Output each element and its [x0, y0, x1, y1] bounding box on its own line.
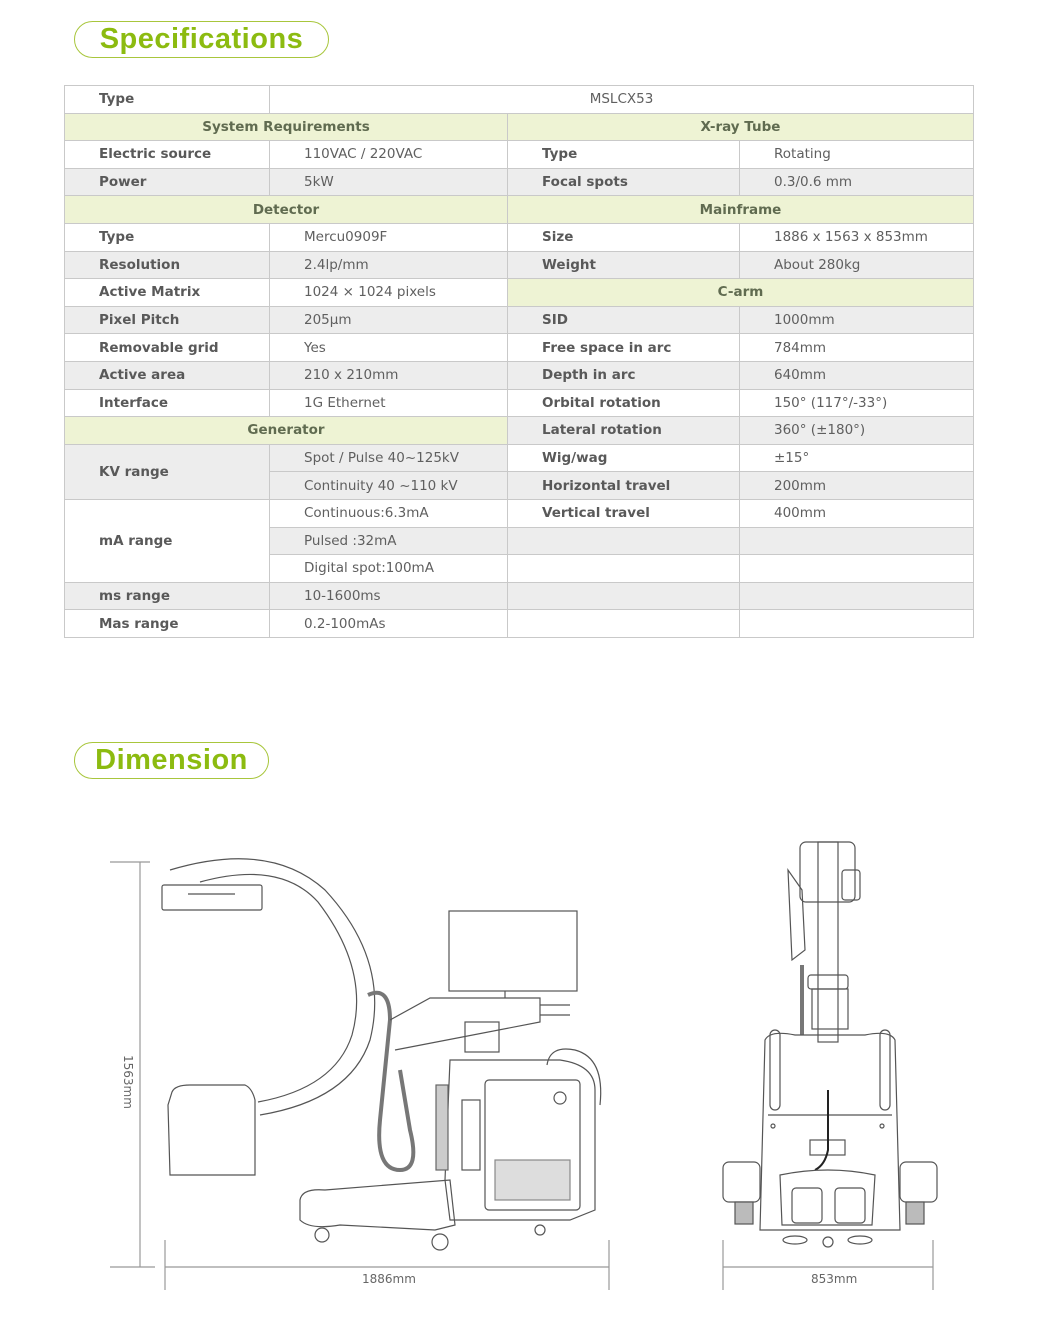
spec-label: Resolution: [65, 251, 270, 279]
table-row: [65, 141, 974, 169]
empty-cell: [508, 527, 740, 555]
empty-cell: [508, 555, 740, 583]
spec-value: 5kW: [270, 168, 508, 196]
table-row: [65, 113, 974, 141]
type-value: MSLCX53: [270, 86, 974, 114]
table-row: [65, 279, 974, 307]
spec-label: Pixel Pitch: [65, 306, 270, 334]
section-header-mainframe: Mainframe: [508, 196, 974, 224]
specifications-table: [64, 85, 974, 638]
spec-value: Yes: [270, 334, 508, 362]
spec-value: 1886 x 1563 x 853mm: [740, 223, 974, 251]
spec-value: 150° (117°/-33°): [740, 389, 974, 417]
table-row: [65, 610, 974, 638]
c-arm-front-view-drawing: [700, 830, 960, 1300]
spec-value: Spot / Pulse 40~125kV: [270, 444, 508, 472]
empty-cell: [740, 555, 974, 583]
spec-label: Depth in arc: [508, 361, 740, 389]
table-row: [65, 499, 974, 527]
spec-label: Focal spots: [508, 168, 740, 196]
spec-label: Vertical travel: [508, 499, 740, 527]
spec-label: Type: [65, 223, 270, 251]
spec-label: Wig/wag: [508, 444, 740, 472]
spec-value: 1000mm: [740, 306, 974, 334]
spec-value: 400mm: [740, 499, 974, 527]
length-dimension-label: 1886mm: [362, 1272, 416, 1286]
empty-cell: [740, 527, 974, 555]
spec-label: Power: [65, 168, 270, 196]
spec-value: 0.2-100mAs: [270, 610, 508, 638]
spec-value: About 280kg: [740, 251, 974, 279]
spec-value: Rotating: [740, 141, 974, 169]
section-header-detector: Detector: [65, 196, 508, 224]
spec-label: Free space in arc: [508, 334, 740, 362]
spec-value: 2.4lp/mm: [270, 251, 508, 279]
spec-value: 640mm: [740, 361, 974, 389]
spec-label-kv-range: KV range: [65, 444, 270, 499]
width-dimension-label: 853mm: [811, 1272, 858, 1286]
spec-value: Mercu0909F: [270, 223, 508, 251]
spec-value: Continuous:6.3mA: [270, 499, 508, 527]
spec-value: 1024 × 1024 pixels: [270, 279, 508, 307]
spec-value: 205μm: [270, 306, 508, 334]
spec-value: 784mm: [740, 334, 974, 362]
spec-value: 0.3/0.6 mm: [740, 168, 974, 196]
empty-cell: [740, 582, 974, 610]
spec-value: 360° (±180°): [740, 417, 974, 445]
spec-label: Active Matrix: [65, 279, 270, 307]
spec-label: Interface: [65, 389, 270, 417]
spec-label: Horizontal travel: [508, 472, 740, 500]
specifications-title: Specifications: [74, 21, 329, 58]
spec-value: 1G Ethernet: [270, 389, 508, 417]
table-row: [65, 168, 974, 196]
spec-label: Weight: [508, 251, 740, 279]
type-label: Type: [65, 86, 270, 114]
section-header-generator: Generator: [65, 417, 508, 445]
table-row: [65, 334, 974, 362]
section-header-xray-tube: X-ray Tube: [508, 113, 974, 141]
table-row: [65, 417, 974, 445]
section-header-c-arm: C-arm: [508, 279, 974, 307]
spec-value: 210 x 210mm: [270, 361, 508, 389]
table-row: [65, 86, 974, 114]
spec-label-ma-range: mA range: [65, 499, 270, 582]
spec-label: Active area: [65, 361, 270, 389]
spec-label: SID: [508, 306, 740, 334]
height-dimension-label: 1563mm: [121, 1055, 135, 1109]
spec-label: Mas range: [65, 610, 270, 638]
spec-label: Size: [508, 223, 740, 251]
empty-cell: [508, 610, 740, 638]
c-arm-side-view-drawing: [100, 830, 620, 1300]
section-header-system-requirements: System Requirements: [65, 113, 508, 141]
table-row: [65, 223, 974, 251]
spec-value: Digital spot:100mA: [270, 555, 508, 583]
spec-value: Continuity 40 ~110 kV: [270, 472, 508, 500]
spec-label: ms range: [65, 582, 270, 610]
spec-label: Lateral rotation: [508, 417, 740, 445]
table-row: [65, 582, 974, 610]
spec-value: 200mm: [740, 472, 974, 500]
table-row: [65, 306, 974, 334]
spec-label: Electric source: [65, 141, 270, 169]
spec-value: 110VAC / 220VAC: [270, 141, 508, 169]
spec-label: Removable grid: [65, 334, 270, 362]
spec-value: Pulsed :32mA: [270, 527, 508, 555]
table-row: [65, 361, 974, 389]
empty-cell: [508, 582, 740, 610]
table-row: [65, 444, 974, 472]
dimension-title: Dimension: [74, 742, 269, 779]
table-row: [65, 196, 974, 224]
table-row: [65, 251, 974, 279]
spec-value: 10-1600ms: [270, 582, 508, 610]
table-row: [65, 389, 974, 417]
spec-label: Type: [508, 141, 740, 169]
spec-value: ±15°: [740, 444, 974, 472]
spec-label: Orbital rotation: [508, 389, 740, 417]
empty-cell: [740, 610, 974, 638]
